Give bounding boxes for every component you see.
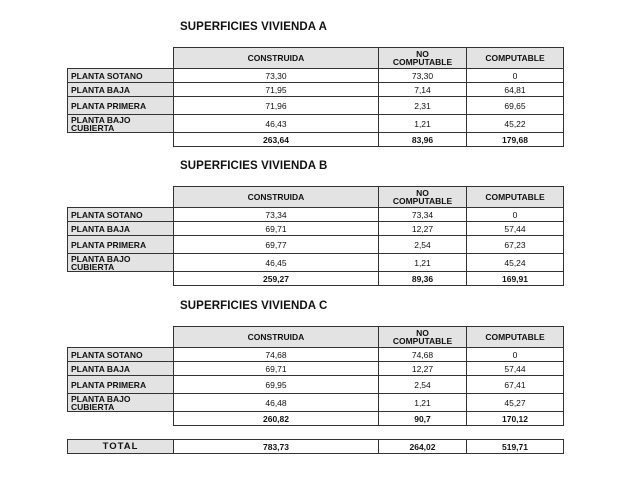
row-label: PLANTA PRIMERA — [68, 376, 174, 394]
totals-row — [68, 272, 564, 286]
row-label: PLANTA BAJO CUBIERTA — [68, 254, 174, 272]
table-row — [68, 222, 564, 236]
totals-row — [68, 412, 564, 426]
total-computable: 169,91 — [467, 272, 564, 286]
cell-no-computable: 2,54 — [379, 376, 467, 394]
area-table — [67, 47, 564, 147]
cell-construida: 69,71 — [174, 222, 379, 236]
cell-computable: 67,23 — [467, 236, 564, 254]
area-table — [67, 326, 564, 426]
cell-no-computable: 74,68 — [379, 348, 467, 362]
grand-total-computable: 519,71 — [467, 440, 564, 454]
cell-construida: 46,48 — [174, 394, 379, 412]
table-row — [68, 208, 564, 222]
cell-construida: 74,68 — [174, 348, 379, 362]
cell-no-computable: 7,14 — [379, 83, 467, 97]
header-computable: COMPUTABLE — [467, 327, 564, 348]
table-row — [68, 236, 564, 254]
grand-total-table — [67, 439, 564, 454]
cell-no-computable: 2,31 — [379, 97, 467, 115]
cell-computable: 57,44 — [467, 362, 564, 376]
row-label: PLANTA SOTANO — [68, 348, 174, 362]
row-label: PLANTA BAJO CUBIERTA — [68, 394, 174, 412]
table-row — [68, 362, 564, 376]
total-construida: 260,82 — [174, 412, 379, 426]
header-construida: CONSTRUIDA — [174, 327, 379, 348]
grand-total-construida: 783,73 — [174, 440, 379, 454]
cell-construida: 69,77 — [174, 236, 379, 254]
cell-no-computable: 73,30 — [379, 69, 467, 83]
table-row — [68, 376, 564, 394]
cell-construida: 71,96 — [174, 97, 379, 115]
total-no-computable: 83,96 — [379, 133, 467, 147]
cell-construida: 69,71 — [174, 362, 379, 376]
cell-computable: 69,65 — [467, 97, 564, 115]
header-no-computable: NO COMPUTABLE — [379, 187, 467, 208]
cell-computable: 0 — [467, 69, 564, 83]
total-construida: 263,64 — [174, 133, 379, 147]
cell-construida: 46,45 — [174, 254, 379, 272]
header-computable: COMPUTABLE — [467, 187, 564, 208]
total-computable: 170,12 — [467, 412, 564, 426]
cell-no-computable: 12,27 — [379, 222, 467, 236]
total-no-computable: 89,36 — [379, 272, 467, 286]
cell-no-computable: 1,21 — [379, 254, 467, 272]
grand-total-no-computable: 264,02 — [379, 440, 467, 454]
cell-construida: 73,30 — [174, 69, 379, 83]
row-label: PLANTA SOTANO — [68, 208, 174, 222]
row-label: PLANTA SOTANO — [68, 69, 174, 83]
grand-total-label: TOTAL — [68, 440, 174, 454]
cell-no-computable: 2,54 — [379, 236, 467, 254]
table-row — [68, 97, 564, 115]
row-label: PLANTA BAJA — [68, 83, 174, 97]
table-row — [68, 115, 564, 133]
table-row — [68, 83, 564, 97]
cell-construida: 73,34 — [174, 208, 379, 222]
table-row — [68, 394, 564, 412]
row-label: PLANTA BAJO CUBIERTA — [68, 115, 174, 133]
header-no-computable: NO COMPUTABLE — [379, 327, 467, 348]
cell-computable: 0 — [467, 208, 564, 222]
cell-computable: 57,44 — [467, 222, 564, 236]
header-computable: COMPUTABLE — [467, 48, 564, 69]
section-title: SUPERFICIES VIVIENDA A — [180, 21, 328, 33]
cell-computable: 45,24 — [467, 254, 564, 272]
total-no-computable: 90,7 — [379, 412, 467, 426]
cell-computable: 0 — [467, 348, 564, 362]
row-label: PLANTA PRIMERA — [68, 97, 174, 115]
cell-construida: 69,95 — [174, 376, 379, 394]
cell-construida: 71,95 — [174, 83, 379, 97]
row-label: PLANTA BAJA — [68, 222, 174, 236]
cell-no-computable: 12,27 — [379, 362, 467, 376]
grand-total-row — [68, 440, 564, 454]
cell-no-computable: 1,21 — [379, 394, 467, 412]
total-construida: 259,27 — [174, 272, 379, 286]
header-construida: CONSTRUIDA — [174, 48, 379, 69]
header-construida: CONSTRUIDA — [174, 187, 379, 208]
row-label: PLANTA PRIMERA — [68, 236, 174, 254]
cell-construida: 46,43 — [174, 115, 379, 133]
section-title: SUPERFICIES VIVIENDA C — [180, 300, 328, 312]
cell-no-computable: 1,21 — [379, 115, 467, 133]
total-computable: 179,68 — [467, 133, 564, 147]
cell-computable: 45,22 — [467, 115, 564, 133]
table-row — [68, 348, 564, 362]
cell-no-computable: 73,34 — [379, 208, 467, 222]
row-label: PLANTA BAJA — [68, 362, 174, 376]
area-table — [67, 186, 564, 286]
cell-computable: 67,41 — [467, 376, 564, 394]
table-row — [68, 69, 564, 83]
header-no-computable: NO COMPUTABLE — [379, 48, 467, 69]
cell-computable: 45,27 — [467, 394, 564, 412]
table-row — [68, 254, 564, 272]
cell-computable: 64,81 — [467, 83, 564, 97]
section-title: SUPERFICIES VIVIENDA B — [180, 160, 328, 172]
totals-row — [68, 133, 564, 147]
